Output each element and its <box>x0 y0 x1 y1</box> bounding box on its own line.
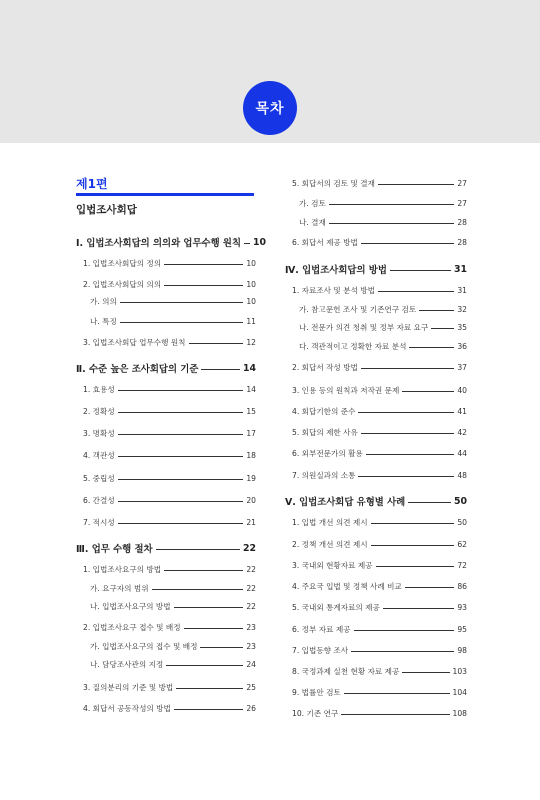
toc-entry[interactable] <box>76 316 256 327</box>
toc-entry-page: 26 <box>246 704 256 713</box>
toc-entry-page: 21 <box>246 518 256 527</box>
toc-entry[interactable] <box>285 687 467 698</box>
leader-line <box>390 270 451 271</box>
toc-entry[interactable] <box>285 198 467 209</box>
leader-line <box>118 479 244 480</box>
leader-line <box>118 501 244 502</box>
leader-line <box>341 714 449 715</box>
toc-entry-page: 20 <box>246 496 256 505</box>
toc-entry-label: Ⅳ. 입법조사회답의 방법 <box>285 265 387 276</box>
toc-entry-page: 22 <box>242 542 256 554</box>
leader-line <box>200 647 243 648</box>
toc-entry-page: 17 <box>246 429 256 438</box>
toc-entry[interactable] <box>76 279 256 290</box>
leader-line <box>402 391 454 392</box>
toc-entry-page: 31 <box>457 286 467 295</box>
toc-entry-label: 4. 회답서 공동작성의 방법 <box>83 704 171 713</box>
toc-entry-label: 가. 참고문헌 조사 및 기존연구 검토 <box>299 305 417 314</box>
toc-entry-page: 62 <box>457 540 467 549</box>
toc-entry-label: Ⅲ. 업무 수행 절차 <box>76 544 153 555</box>
toc-entry-page: 50 <box>457 518 467 527</box>
leader-line <box>164 285 243 286</box>
toc-entry[interactable] <box>76 583 256 594</box>
leader-line <box>431 328 454 329</box>
leader-line <box>176 688 243 689</box>
toc-entry[interactable] <box>285 494 467 508</box>
toc-entry-label: 8. 국정과제 실천 현황 자료 제공 <box>292 667 400 676</box>
toc-entry-label: 4. 주요국 입법 및 정책 사례 비교 <box>292 582 402 591</box>
toc-entry[interactable] <box>76 622 256 633</box>
toc-entry-page: 12 <box>246 338 256 347</box>
leader-line <box>361 368 454 369</box>
toc-entry[interactable] <box>285 517 467 528</box>
toc-entry[interactable] <box>285 406 467 417</box>
leader-line <box>371 523 455 524</box>
toc-entry[interactable] <box>285 427 467 438</box>
toc-entry-page: 23 <box>246 623 256 632</box>
leader-line <box>408 502 451 503</box>
toc-entry-page: 41 <box>457 407 467 416</box>
toc-entry[interactable] <box>285 624 467 635</box>
toc-entry-page: 27 <box>457 179 467 188</box>
toc-entry-page: 23 <box>246 642 256 651</box>
toc-entry-page: 22 <box>246 602 256 611</box>
toc-entry-label: 2. 입법조사회답의 의의 <box>83 280 162 289</box>
toc-entry-page: 28 <box>457 238 467 247</box>
toc-entry[interactable] <box>76 384 256 395</box>
leader-line <box>351 651 454 652</box>
toc-entry-label: 1. 입법조사요구의 방법 <box>83 565 162 574</box>
toc-entry[interactable] <box>285 581 467 592</box>
toc-entry-label: 5. 국내외 통계자료의 제공 <box>292 603 380 612</box>
toc-entry[interactable] <box>285 322 467 333</box>
part-divider <box>76 193 254 196</box>
leader-line <box>244 243 250 244</box>
leader-line <box>354 630 455 631</box>
leader-line <box>201 369 240 370</box>
leader-line <box>329 204 454 205</box>
toc-entry-label: 가. 입법조사요구의 접수 및 배정 <box>90 642 198 651</box>
toc-entry-page: 44 <box>457 449 467 458</box>
toc-entry-page: 48 <box>457 471 467 480</box>
leader-line <box>358 412 454 413</box>
leader-line <box>152 589 244 590</box>
toc-entry-page: 10 <box>246 280 256 289</box>
page-title: 목차 <box>255 101 285 117</box>
toc-entry-label: 1. 효용성 <box>83 385 115 394</box>
toc-entry-label: 3. 인용 등의 원칙과 저작권 문제 <box>292 386 400 395</box>
leader-line <box>344 693 450 694</box>
toc-entry-page: 108 <box>452 709 467 718</box>
toc-entry-page: 24 <box>246 660 256 669</box>
toc-entry[interactable] <box>285 470 467 481</box>
toc-entry-label: 10. 기존 연구 <box>292 709 339 718</box>
toc-entry-page: 10 <box>253 236 267 248</box>
toc-entry-page: 95 <box>457 625 467 634</box>
toc-entry-label: 3. 입법조사회답 업무수행 원칙 <box>83 338 186 347</box>
toc-entry[interactable] <box>285 645 467 656</box>
leader-line <box>419 310 454 311</box>
toc-entry-page: 42 <box>457 428 467 437</box>
leader-line <box>189 343 244 344</box>
leader-line <box>156 549 240 550</box>
toc-entry-page: 86 <box>457 582 467 591</box>
toc-entry-label: Ⅴ. 입법조사회답 유형별 사례 <box>285 497 406 508</box>
toc-entry-label: 가. 의의 <box>90 297 117 306</box>
leader-line <box>378 184 454 185</box>
toc-entry[interactable] <box>76 473 256 484</box>
toc-entry-label: Ⅱ. 수준 높은 조사회답의 기준 <box>76 364 199 375</box>
leader-line <box>164 264 243 265</box>
toc-entry[interactable] <box>285 217 467 228</box>
toc-entry-page: 98 <box>457 646 467 655</box>
toc-entry[interactable] <box>76 258 256 269</box>
toc-entry-page: 35 <box>457 323 467 332</box>
toc-entry-page: 31 <box>453 263 467 275</box>
toc-entry-label: 6. 정부 자료 제공 <box>292 625 351 634</box>
toc-entry-label: 다. 객관적이고 정확한 자료 분석 <box>299 342 407 351</box>
leader-line <box>371 545 455 546</box>
leader-line <box>118 456 244 457</box>
toc-entry[interactable] <box>285 448 467 459</box>
toc-entry[interactable] <box>76 601 256 612</box>
leader-line <box>166 665 243 666</box>
toc-entry[interactable] <box>285 285 467 296</box>
toc-entry[interactable] <box>76 541 256 555</box>
toc-title-badge <box>243 81 297 135</box>
toc-entry-page: 28 <box>457 218 467 227</box>
toc-entry-page: 103 <box>452 667 467 676</box>
toc-entry-label: 나. 특징 <box>90 317 117 326</box>
toc-entry-page: 32 <box>457 305 467 314</box>
toc-entry-label: 나. 전문가 의견 청취 및 정부 자료 요구 <box>299 323 429 332</box>
toc-entry-label: 9. 법률안 검토 <box>292 688 341 697</box>
leader-line <box>184 628 244 629</box>
leader-line <box>405 587 455 588</box>
toc-entry-page: 19 <box>246 474 256 483</box>
toc-entry[interactable] <box>285 237 467 248</box>
toc-entry-label: 7. 입법동향 조사 <box>292 646 349 655</box>
toc-entry-page: 104 <box>452 688 467 697</box>
toc-entry[interactable] <box>76 296 256 307</box>
toc-entry-label: 3. 명확성 <box>83 429 115 438</box>
toc-entry[interactable] <box>76 361 256 375</box>
toc-entry[interactable] <box>285 362 467 373</box>
leader-line <box>120 302 243 303</box>
leader-line <box>409 347 454 348</box>
leader-line <box>361 433 454 434</box>
toc-entry-page: 14 <box>246 385 256 394</box>
toc-entry-label: 2. 정확성 <box>83 407 115 416</box>
toc-entry[interactable] <box>76 406 256 417</box>
toc-entry-label: 나. 입법조사요구의 방법 <box>90 602 171 611</box>
leader-line <box>118 390 244 391</box>
toc-entry-label: 가. 검토 <box>299 199 326 208</box>
toc-entry[interactable] <box>76 703 256 714</box>
toc-entry[interactable] <box>285 560 467 571</box>
toc-entry[interactable] <box>76 564 256 575</box>
toc-entry-label: 5. 회답의 제한 사유 <box>292 428 358 437</box>
toc-entry-label: 2. 입법조사요구 접수 및 배정 <box>83 623 181 632</box>
toc-entry-label: 1. 입법 개선 의견 제시 <box>292 518 368 527</box>
toc-entry-label: 5. 회답서의 검토 및 결재 <box>292 179 375 188</box>
toc-entry-page: 18 <box>246 451 256 460</box>
toc-entry-label: 6. 간결성 <box>83 496 115 505</box>
toc-entry-label: 5. 중립성 <box>83 474 115 483</box>
toc-entry[interactable] <box>76 235 267 249</box>
toc-entry-page: 14 <box>242 362 256 374</box>
toc-entry-label: 2. 회답서 작성 방법 <box>292 363 358 372</box>
toc-entry-page: 36 <box>457 342 467 351</box>
toc-entry[interactable] <box>76 682 256 693</box>
toc-entry-label: 3. 국내외 현황자료 제공 <box>292 561 373 570</box>
toc-entry-page: 22 <box>246 565 256 574</box>
toc-entry-page: 11 <box>246 317 256 326</box>
toc-entry[interactable] <box>285 666 467 677</box>
leader-line <box>378 291 454 292</box>
leader-line <box>120 322 243 323</box>
leader-line <box>118 434 244 435</box>
toc-entry-page: 37 <box>457 363 467 372</box>
leader-line <box>174 709 243 710</box>
toc-entry[interactable] <box>76 659 256 670</box>
leader-line <box>358 476 454 477</box>
leader-line <box>118 412 244 413</box>
toc-entry-label: 2. 정책 개선 의견 제시 <box>292 540 368 549</box>
toc-entry[interactable] <box>285 262 467 276</box>
leader-line <box>383 608 454 609</box>
part-label: 제1편 <box>76 177 108 191</box>
leader-line <box>376 566 455 567</box>
toc-entry-page: 10 <box>246 297 256 306</box>
leader-line <box>118 523 244 524</box>
toc-entry-page: 50 <box>453 495 467 507</box>
leader-line <box>402 672 449 673</box>
toc-entry-page: 15 <box>246 407 256 416</box>
leader-line <box>164 570 243 571</box>
toc-entry-label: 3. 질의분리의 기준 및 방법 <box>83 683 174 692</box>
toc-entry-label: 1. 입법조사회답의 정의 <box>83 259 162 268</box>
toc-entry[interactable] <box>285 304 467 315</box>
toc-entry-label: 나. 담당조사관의 지정 <box>90 660 164 669</box>
toc-entry-page: 10 <box>246 259 256 268</box>
toc-entry[interactable] <box>76 428 256 439</box>
toc-entry[interactable] <box>285 708 467 719</box>
toc-entry-label: 나. 결재 <box>299 218 326 227</box>
leader-line <box>366 454 455 455</box>
toc-entry[interactable] <box>285 602 467 613</box>
toc-entry-label: 4. 회답기한의 준수 <box>292 407 356 416</box>
toc-entry[interactable] <box>76 641 256 652</box>
toc-entry[interactable] <box>76 495 256 506</box>
toc-entry-page: 27 <box>457 199 467 208</box>
leader-line <box>174 607 244 608</box>
toc-entry[interactable] <box>76 517 256 528</box>
toc-entry-page: 93 <box>457 603 467 612</box>
toc-entry[interactable] <box>285 178 467 189</box>
toc-entry-label: Ⅰ. 입법조사회답의 의의와 업무수행 원칙 <box>76 238 242 249</box>
toc-entry[interactable] <box>285 539 467 550</box>
toc-entry-page: 72 <box>457 561 467 570</box>
toc-entry[interactable] <box>76 450 256 461</box>
toc-entry-page: 25 <box>246 683 256 692</box>
toc-entry-label: 1. 자료조사 및 분석 방법 <box>292 286 375 295</box>
toc-entry-label: 가. 요구자의 범위 <box>90 584 149 593</box>
toc-entry-label: 6. 외부전문가의 활용 <box>292 449 363 458</box>
toc-entry[interactable] <box>285 341 467 352</box>
leader-line <box>361 243 454 244</box>
toc-entry-label: 7. 의원실과의 소통 <box>292 471 356 480</box>
toc-entry-label: 6. 회답서 제공 방법 <box>292 238 358 247</box>
leader-line <box>329 223 454 224</box>
toc-entry[interactable] <box>76 337 256 348</box>
toc-entry[interactable] <box>285 385 467 396</box>
toc-entry-page: 22 <box>246 584 256 593</box>
toc-entry-page: 40 <box>457 386 467 395</box>
part-subtitle: 입법조사회답 <box>76 204 137 216</box>
toc-entry-label: 7. 적시성 <box>83 518 115 527</box>
toc-entry-label: 4. 객관성 <box>83 451 115 460</box>
